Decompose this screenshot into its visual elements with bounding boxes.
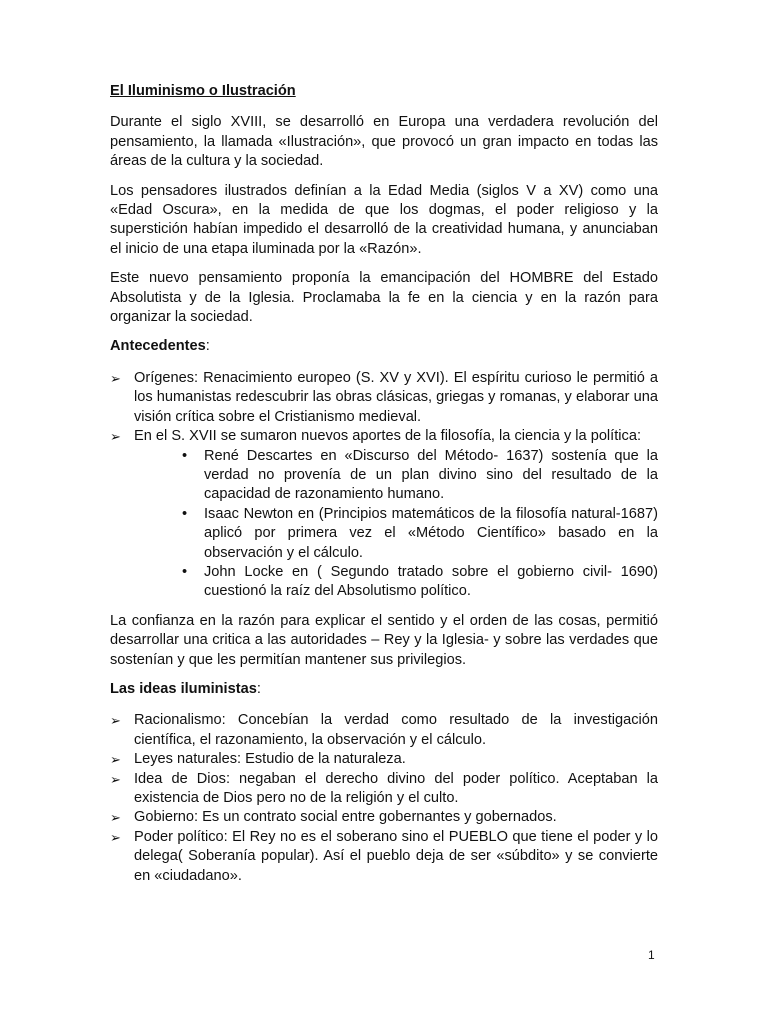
arrow-bullet-icon: ➢ <box>110 829 121 845</box>
list-item-text: Orígenes: Renacimiento europeo (S. XV y XVI). El espíritu curioso le permitió a los humanistas redescubrir las obras clásicas, griegas y romanas, y elaborar una visión crítica sobre el Cristianismo medieval. <box>134 369 658 425</box>
document-title: El Iluminismo o Ilustración <box>110 83 296 99</box>
list-item-text: Gobierno: Es un contrato social entre gobernantes y gobernados. <box>134 809 557 826</box>
ideas-heading <box>110 680 658 699</box>
sub-list-item-text: John Locke en ( Segundo tratado sobre el gobierno civil- 1690) cuestionó la raíz del Absolutismo político. <box>204 563 658 600</box>
ideas-heading-text: Las ideas iluministas <box>110 680 257 697</box>
sub-list-item <box>182 447 658 505</box>
arrow-bullet-icon: ➢ <box>110 370 121 386</box>
list-item <box>110 369 658 427</box>
list-item-text: Poder político: El Rey no es el soberano sino el PUEBLO que tiene el poder y lo delega( Soberanía popular). Así el pueblo deja de ser «súbdito» y se convierte en «ciudadano». <box>134 828 658 884</box>
paragraph-intro: Durante el siglo XVIII, se desarrolló en Europa una verdadera revolución del pensamiento, la llamada «Ilustración», que provocó un gran impacto en todas las áreas de la cultura y la sociedad. <box>110 114 658 170</box>
list-item <box>110 711 658 750</box>
sub-list-item <box>182 563 658 602</box>
list-item-text: En el S. XVII se sumaron nuevos aportes de la filosofía, la ciencia y la política: <box>134 428 641 445</box>
paragraph-confianza: La confianza en la razón para explicar el sentido y el orden de las cosas, permitió desarrollar una critica a las autoridades – Rey y la Iglesia- y sobre las verdades que sostenían y que les permitían mantener sus privilegios. <box>110 612 658 668</box>
arrow-bullet-icon: ➢ <box>110 810 121 826</box>
list-item-text: Leyes naturales: Estudio de la naturaleza. <box>134 751 406 768</box>
list-item <box>110 808 658 827</box>
arrow-bullet-icon: ➢ <box>110 429 121 445</box>
list-item <box>110 770 658 809</box>
sub-list-item-text: René Descartes en «Discurso del Método- 1637) sostenía que la verdad no provenía de un plan divino sino del resultado de la capacidad de razonamiento humano. <box>204 447 658 503</box>
ideas-heading-colon: : <box>256 680 261 697</box>
document-page <box>110 82 658 896</box>
sub-list-item-text: Isaac Newton en (Principios matemáticos de la filosofía natural-1687) aplicó por primera vez el «Método Científico» basado en la observación y el cálculo. <box>204 505 658 561</box>
sub-list-item <box>182 505 658 563</box>
dot-bullet-icon: • <box>182 447 188 464</box>
antecedentes-heading <box>110 337 658 356</box>
dot-bullet-icon: • <box>182 563 188 580</box>
antecedentes-heading-colon: : <box>205 338 210 355</box>
list-item <box>110 750 658 769</box>
paragraph-edad-media: Los pensadores ilustrados definían a la Edad Media (siglos V a XV) como una «Edad Oscura», en la medida de que los dogmas, el poder religioso y la superstición habían impedido el desarrolló de la creatividad humana, y anunciaban el inicio de una etapa iluminada por la «Razón». <box>110 182 658 257</box>
antecedentes-heading-text: Antecedentes <box>110 338 206 355</box>
arrow-bullet-icon: ➢ <box>110 771 121 787</box>
page-number: 1 <box>648 948 655 962</box>
arrow-bullet-icon: ➢ <box>110 713 121 729</box>
sub-list <box>134 447 658 602</box>
list-item-text: Idea de Dios: negaban el derecho divino del poder político. Aceptaban la existencia de Dios pero no de la religión y el culto. <box>134 770 658 806</box>
list-item <box>110 427 658 602</box>
paragraph-nuevo-pensamiento: Este nuevo pensamiento proponía la emancipación del HOMBRE del Estado Absolutista y de la Iglesia. Proclamaba la fe en la ciencia y en la razón para organizar la sociedad. <box>110 270 658 326</box>
list-item <box>110 828 658 886</box>
antecedentes-list <box>110 369 658 602</box>
list-item-text: Racionalismo: Concebían la verdad como resultado de la investigación científica, el razonamiento, la observación y el cálculo. <box>134 712 658 748</box>
ideas-list <box>110 711 658 886</box>
dot-bullet-icon: • <box>182 505 188 522</box>
arrow-bullet-icon: ➢ <box>110 752 121 768</box>
